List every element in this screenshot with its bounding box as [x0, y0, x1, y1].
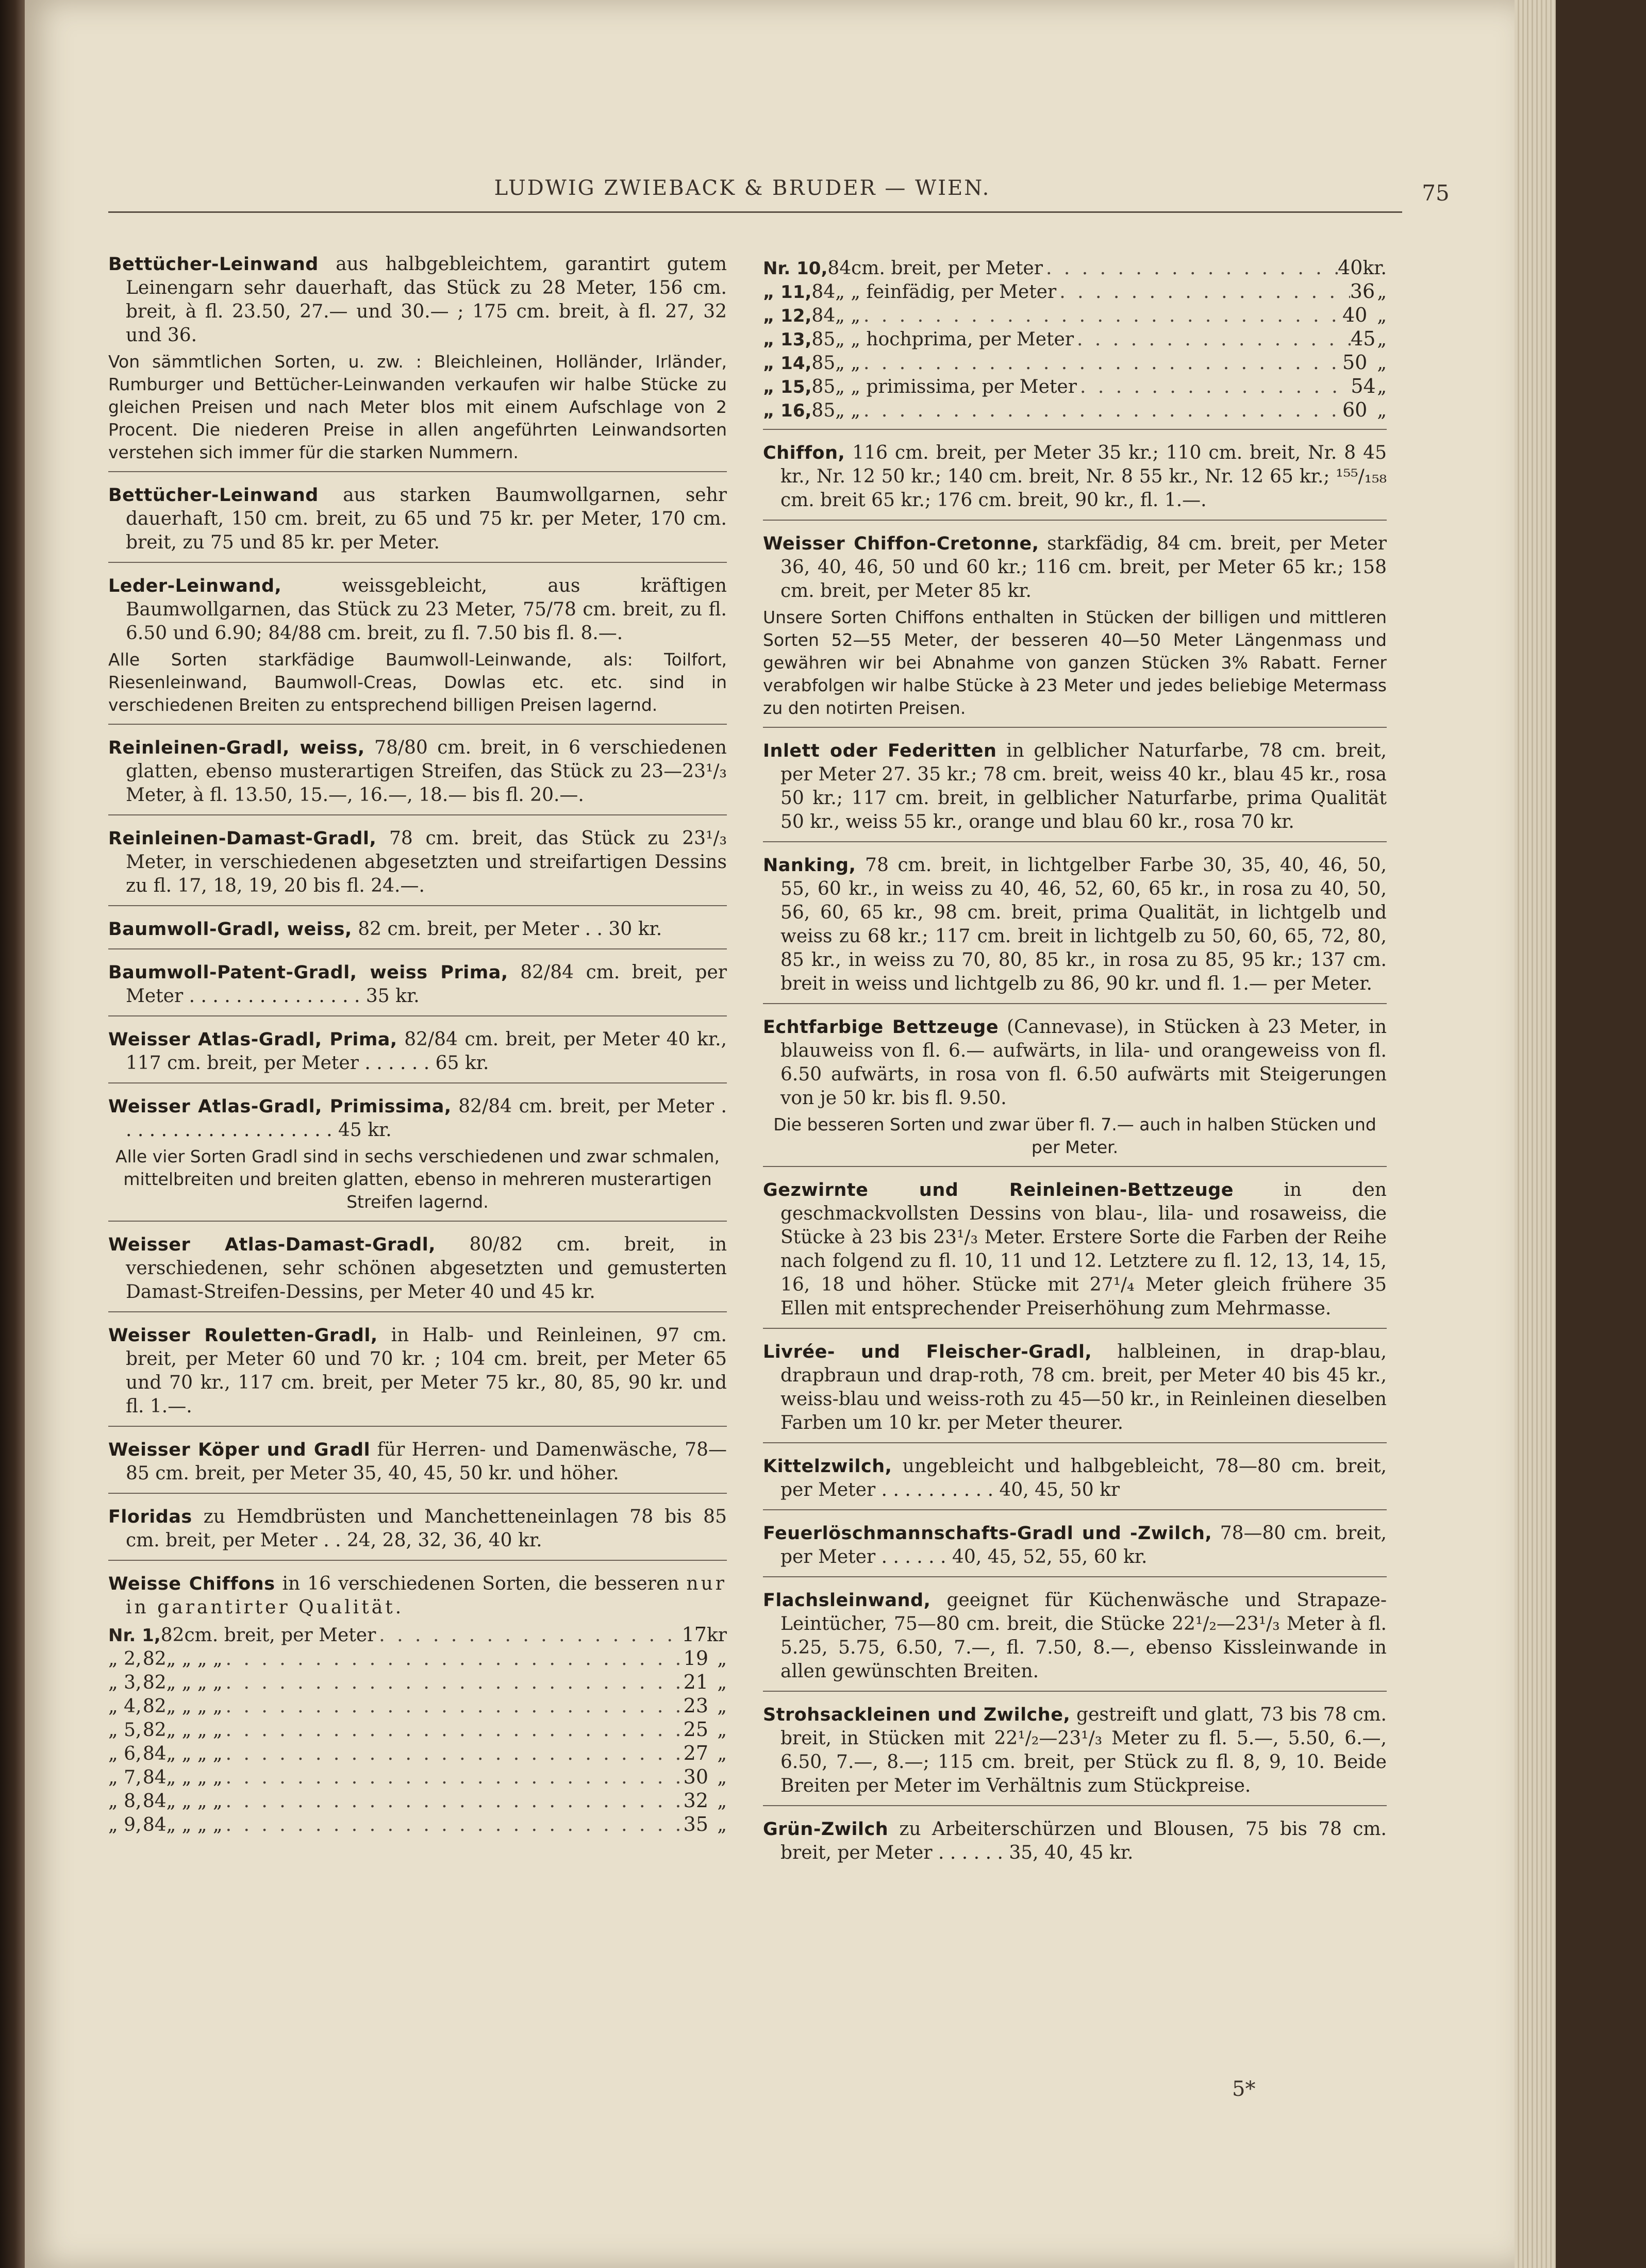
- entry-text: weissgebleicht, aus kräftigen Baumwollgarnen, das Stück zu 23 Meter, 75/78 cm. breit, zu fl. 6.50 und 6.90; 84/88 cm. breit, zu fl. 7.50 bis fl. 8.—.: [126, 575, 727, 644]
- header-rule: [108, 211, 1402, 213]
- price-row: [763, 279, 1387, 303]
- entry-text: 82/84 cm. breit, per Meter . . . . . . . . . . . . . . . 35 kr.: [126, 962, 727, 1007]
- entry-text: 82/84 cm. breit, per Meter 40 kr., 117 cm. breit, per Meter . . . . . . 65 kr.: [126, 1029, 727, 1074]
- price-unit: „: [717, 1696, 727, 1717]
- background: [1556, 0, 1646, 2268]
- price-desc: „ „ hochprima, per Meter: [835, 329, 1074, 350]
- price-value: 19: [683, 1647, 708, 1670]
- chiffon-price-list: [108, 1623, 727, 1836]
- price-value: 30: [683, 1765, 708, 1788]
- entry-chiffons-continued: [763, 247, 1387, 430]
- entry-reinleinen-damast-gradl: [108, 822, 727, 906]
- price-unit: „: [717, 1791, 727, 1812]
- price-value: 60: [1342, 398, 1368, 421]
- price-value: 21: [683, 1671, 708, 1693]
- price-width: 85: [811, 376, 836, 397]
- chiffon-price-list: [763, 256, 1387, 422]
- price-unit: „: [717, 1648, 727, 1670]
- leader-dots: [1080, 375, 1351, 399]
- price-row: [763, 398, 1387, 422]
- price-unit: kr: [706, 1625, 727, 1646]
- price-nr: „ 15,: [763, 377, 812, 397]
- entry-text: ungebleicht und halbgebleicht, 78—80 cm. breit, per Meter . . . . . . . . . . 40, 45, 50 kr: [780, 1456, 1387, 1500]
- price-unit: „: [717, 1743, 727, 1764]
- entry-reinleinen-gradl: [108, 731, 727, 815]
- leader-dots: [226, 1671, 684, 1695]
- price-row: [108, 1670, 727, 1694]
- leader-dots: [226, 1695, 684, 1719]
- price-nr: „ 8,: [108, 1791, 142, 1812]
- price-width: 84: [811, 281, 836, 303]
- entry-title: Livrée- und Fleischer-Gradl,: [763, 1342, 1092, 1362]
- entry-bettuecher-leinwand-1: [108, 247, 727, 472]
- entry-text: aus starken Baumwollgarnen, sehr dauerhaft, 150 cm. breit, zu 65 und 75 kr. per Meter, 170 cm. breit, zu 75 und 85 kr. per Meter.: [126, 485, 727, 553]
- price-value: 17: [681, 1623, 707, 1646]
- price-nr: „ 6,: [108, 1743, 142, 1764]
- entry-title: Weisser Atlas-Damast-Gradl,: [108, 1235, 436, 1255]
- entry-text: gestreift und glatt, 73 bis 78 cm. breit, in Stücken mit 22¹/₂—23¹/₃ Meter zu fl. 5.—, 5.50, 6.—, 6.50, 7.—, 8.—; 115 cm. breit, per Stück zu fl. 8, 9, 10. Beide Breiten per Meter im Verhältnis zum Stückpreise.: [780, 1704, 1387, 1796]
- price-row: [763, 374, 1387, 398]
- price-desc: „ „ „ „: [166, 1767, 223, 1788]
- running-header: [77, 170, 1450, 216]
- price-unit: „: [1377, 329, 1387, 350]
- entry-title: Weisser Atlas-Gradl, Primissima,: [108, 1096, 452, 1117]
- price-unit: „: [1377, 400, 1387, 421]
- price-row: [108, 1717, 727, 1741]
- entry-title: Kittelzwilch,: [763, 1456, 892, 1477]
- entry-title: Nanking,: [763, 855, 856, 876]
- price-width: 84: [142, 1791, 167, 1812]
- price-row: [763, 256, 1387, 279]
- entry-note: Alle Sorten starkfädige Baumwoll-Leinwande, als: Toilfort, Riesenleinwand, Baumwoll-Creas, Dowlas etc. etc. sind in verschiedenen Breiten zu entsprechend billigen Preisen lagernd.: [108, 649, 727, 715]
- price-value: 23: [683, 1694, 708, 1717]
- price-value: 54: [1351, 375, 1376, 397]
- entry-text: zu Arbeiterschürzen und Blousen, 75 bis 78 cm. breit, per Meter . . . . . . 35, 40, 45 kr.: [780, 1819, 1387, 1863]
- price-desc: „ „ „ „: [166, 1791, 223, 1812]
- leader-dots: [379, 1624, 681, 1647]
- entry-kittelzwilch: [763, 1449, 1387, 1510]
- entry-title: Weisser Rouletten-Gradl,: [108, 1325, 378, 1346]
- price-row: [108, 1741, 727, 1765]
- leader-dots: [226, 1766, 684, 1790]
- entry-title: Inlett oder Federitten: [763, 741, 997, 761]
- entry-text: zu Hemdbrüsten und Manchetteneinlagen 78 bis 85 cm. breit, per Meter . . 24, 28, 32, 36, 40 kr.: [126, 1506, 727, 1551]
- entry-text: starkfädig, 84 cm. breit, per Meter 36, 40, 46, 50 und 60 kr.; 116 cm. breit, per Meter 65 kr.; 158 cm. breit, per Meter 85 kr.: [780, 533, 1387, 602]
- price-width: 84: [811, 305, 836, 326]
- price-desc: „ „ primissima, per Meter: [835, 376, 1077, 397]
- price-unit: „: [717, 1720, 727, 1741]
- book-spine: [0, 0, 25, 2268]
- entry-baumwoll-gradl: [108, 912, 727, 949]
- price-unit: „: [1377, 281, 1387, 303]
- price-desc: „ „: [835, 400, 860, 421]
- entry-title: Feuerlöschmannschafts-Gradl und -Zwilch,: [763, 1523, 1212, 1544]
- price-nr: „ 5,: [108, 1720, 142, 1741]
- entry-flachsleinwand: [763, 1583, 1387, 1692]
- price-value: 45: [1351, 327, 1376, 350]
- entry-text: in Halb- und Reinleinen, 97 cm. breit, per Meter 60 und 70 kr. ; 104 cm. breit, per Meter 65 und 70 kr., 117 cm. breit, per Meter 75 kr., 80, 85, 90 kr. und fl. 1.—.: [126, 1325, 727, 1417]
- price-row: [108, 1789, 727, 1812]
- entry-text: geeignet für Küchenwäsche und Strapaze-Leintücher, 75—80 cm. breit, die Stücke 22¹/₂—23¹/₃ Meter à fl. 5.25, 5.75, 6.50, 7.—, fl. 7.50, 8.—, ebenso Kissleinwande in allen gewünschten Breiten.: [780, 1590, 1387, 1682]
- entry-title: Weisser Chiffon-Cretonne,: [763, 533, 1039, 554]
- entry-title: Weisse Chiffons: [108, 1574, 275, 1594]
- entry-text: in den geschmackvollsten Dessins von blau-, lila- und rosaweiss, die Stücke à 23 bis 23¹/₃ Meter. Erstere Sorte die Farben der Reihe nach folgend zu fl. 10, 11 und 12. Letztere zu fl. 12, 13, 14, 15, 16, 18 und höher. Stücke mit 27¹/₄ Meter gleich frühere 35 Ellen mit entsprechender Preiserhöhung zum Mehrmasse.: [780, 1179, 1387, 1319]
- entry-inlett: [763, 734, 1387, 842]
- entry-title: Echtfarbige Bettzeuge: [763, 1017, 999, 1038]
- price-width: 84: [142, 1743, 167, 1764]
- entry-title: Flachsleinwand,: [763, 1590, 931, 1611]
- right-column: [763, 247, 1387, 2124]
- entry-title: Weisser Köper und Gradl: [108, 1440, 371, 1460]
- leader-dots: [1046, 257, 1338, 280]
- entry-strohsackleinen: [763, 1698, 1387, 1806]
- entry-title: Grün-Zwilch: [763, 1819, 889, 1840]
- price-value: 36: [1350, 280, 1375, 303]
- entry-title: Floridas: [108, 1507, 192, 1527]
- entry-title: Weisser Atlas-Gradl, Prima,: [108, 1029, 397, 1050]
- entry-title: Strohsackleinen und Zwilche,: [763, 1705, 1071, 1725]
- price-value: 35: [683, 1813, 708, 1836]
- entry-floridas: [108, 1500, 727, 1561]
- entry-leder-leinwand: [108, 569, 727, 725]
- price-width: 82: [142, 1648, 167, 1670]
- price-width: 82: [142, 1696, 167, 1717]
- leader-dots: [1059, 280, 1350, 304]
- leader-dots: [226, 1647, 684, 1671]
- header-title: LUDWIG ZWIEBACK & BRUDER — WIEN.: [494, 176, 991, 200]
- entry-rouletten-gradl: [108, 1319, 727, 1427]
- entry-title: Baumwoll-Patent-Gradl, weiss Prima,: [108, 962, 508, 983]
- price-desc: „ „ „ „: [166, 1814, 223, 1836]
- price-width: 85: [811, 329, 836, 350]
- price-nr: „ 7,: [108, 1767, 142, 1788]
- entry-text: in gelblicher Naturfarbe, 78 cm. breit, per Meter 27. 35 kr.; 78 cm. breit, weiss 40 kr., blau 45 kr., rosa 50 kr.; 117 cm. breit, in gelblicher Naturfarbe, prima Qualität 50 kr., weiss 55 kr., orange und blau 60 kr., rosa 70 kr.: [780, 740, 1387, 832]
- price-desc: „ „ „ „: [166, 1720, 223, 1741]
- entry-title: Bettücher-Leinwand: [108, 254, 319, 275]
- price-row: [108, 1623, 727, 1646]
- entry-text: 78/80 cm. breit, in 6 verschiedenen glatten, ebenso musterartigen Streifen, das Stück zu 23—23¹/₃ Meter, à fl. 13.50, 15.—, 16.—, 18.— bis fl. 20.—.: [126, 737, 727, 806]
- price-nr: „ 9,: [108, 1814, 142, 1836]
- price-width: 82: [160, 1625, 185, 1646]
- price-nr: Nr. 10,: [763, 258, 828, 279]
- entry-chiffon: [763, 436, 1387, 521]
- entry-title: Bettücher-Leinwand: [108, 485, 319, 506]
- signature-mark: 5*: [1232, 2077, 1256, 2101]
- entry-title: Reinleinen-Damast-Gradl,: [108, 828, 377, 849]
- price-unit: kr.: [1362, 258, 1387, 279]
- price-row: [108, 1812, 727, 1836]
- leader-dots: [226, 1719, 684, 1742]
- entry-note: Alle vier Sorten Gradl sind in sechs verschiedenen und zwar schmalen, mittelbreiten und breiten glatten, ebenso in mehreren musterartigen Streifen lagernd.: [115, 1146, 720, 1212]
- price-row: [763, 303, 1387, 327]
- price-value: 25: [683, 1718, 708, 1741]
- entry-text: halbleinen, in drap-blau, drapbraun und drap-roth, 78 cm. breit, per Meter 40 bis 45 kr., weiss-blau und weiss-roth zu 45—50 kr., in Reinleinen dieselben Farben um 10 kr. per Meter theurer.: [780, 1341, 1387, 1433]
- price-value: 40: [1338, 256, 1363, 279]
- entry-atlas-gradl-primissima: [108, 1090, 727, 1222]
- entry-atlas-damast-gradl: [108, 1228, 727, 1312]
- entry-nanking: [763, 848, 1387, 1004]
- entry-koeper-gradl: [108, 1433, 727, 1494]
- price-nr: „ 3,: [108, 1672, 142, 1693]
- entry-text: 116 cm. breit, per Meter 35 kr.; 110 cm. breit, Nr. 8 45 kr., Nr. 12 50 kr.; 140 cm. breit, Nr. 8 55 kr., Nr. 12 65 kr.; ¹⁵⁵/₁₅₈ cm. breit 65 kr.; 176 cm. breit, 90 kr., fl. 1.—.: [780, 442, 1387, 511]
- entry-gezwirnte-bettzeuge: [763, 1173, 1387, 1329]
- price-width: 84: [827, 258, 852, 279]
- entry-title: Gezwirnte und Reinleinen-Bettzeuge: [763, 1180, 1234, 1200]
- entry-note: Unsere Sorten Chiffons enthalten in Stücken der billigen und mittleren Sorten 52—55 Meter, der besseren 40—50 Meter Längenmass und gewähren wir bei Abnahme von ganzen Stücken 3% Rabatt. Ferner verabfolgen wir halbe Stücke à 23 Meter und jedes beliebige Metermass zu den notirten Preisen.: [763, 607, 1387, 718]
- entry-text-spaced: nur in garantirter Qualität.: [126, 1573, 727, 1618]
- price-desc: cm. breit, per Meter: [851, 258, 1043, 279]
- leader-dots: [863, 399, 1342, 423]
- left-column: [108, 247, 727, 2124]
- price-row: [108, 1765, 727, 1789]
- price-width: 85: [811, 400, 836, 421]
- entry-atlas-gradl-prima: [108, 1023, 727, 1083]
- leader-dots: [226, 1813, 684, 1837]
- price-width: 84: [142, 1814, 167, 1836]
- price-row: [108, 1646, 727, 1670]
- entry-title: Chiffon,: [763, 443, 845, 463]
- price-desc: „ „ feinfädig, per Meter: [835, 281, 1057, 303]
- page-edges: [1515, 0, 1556, 2268]
- price-value: 40: [1342, 304, 1368, 326]
- entry-note: Die besseren Sorten und zwar über fl. 7.— auch in halben Stücken und per Meter.: [773, 1114, 1376, 1157]
- entry-livree-gradl: [763, 1335, 1387, 1443]
- price-nr: „ 14,: [763, 353, 812, 374]
- entry-echtfarbige-bettzeuge: [763, 1010, 1387, 1167]
- price-nr: „ 4,: [108, 1696, 142, 1717]
- price-nr: „ 16,: [763, 401, 812, 421]
- entry-text: 82 cm. breit, per Meter . . 30 kr.: [358, 919, 662, 940]
- leader-dots: [226, 1790, 684, 1813]
- price-row: [108, 1694, 727, 1717]
- entry-text: 78 cm. breit, das Stück zu 23¹/₃ Meter, in verschiedenen abgesetzten und streifartigen Dessins zu fl. 17, 18, 19, 20 bis fl. 24.—.: [126, 828, 727, 896]
- price-desc: cm. breit, per Meter: [184, 1625, 376, 1646]
- leader-dots: [863, 304, 1342, 328]
- entry-text: in 16 verschiedenen Sorten, die besseren: [282, 1573, 679, 1594]
- entry-title: Baumwoll-Gradl, weiss,: [108, 919, 352, 940]
- price-unit: „: [717, 1814, 727, 1836]
- price-unit: „: [1377, 376, 1387, 397]
- entry-text: 82/84 cm. breit, per Meter . . . . . . . . . . . . . . . . . . . 45 kr.: [126, 1096, 727, 1141]
- entry-note: Von sämmtlichen Sorten, u. zw. : Bleichleinen, Holländer, Irländer, Rumburger und Bettücher-Leinwanden verkaufen wir halbe Stücke zu gleichen Preisen und nach Meter blos mit einem Aufschlage von 2 Procent. Die niederen Preise in allen angeführten Leinwandsorten verstehen sich immer für die starken Nummern.: [108, 352, 727, 462]
- price-unit: „: [1377, 353, 1387, 374]
- entry-text: 78 cm. breit, in lichtgelber Farbe 30, 35, 40, 46, 50, 55, 60 kr., in weiss zu 40, 46, 52, 60, 65 kr., in rosa zu 40, 50, 56, 60, 65 kr., 98 cm. breit, prima Qualität, in lichtgelb und weiss zu 68 kr.; 117 cm. breit in lichtgelb zu 50, 60, 65, 72, 80, 85 kr., in weiss zu 70, 80, 85 kr., in rosa zu 85, 95 kr.; 137 cm. breit in weiss und lichtgelb zu 86, 90 kr. und fl. 1.— per Meter.: [780, 855, 1387, 994]
- leader-dots: [1077, 328, 1351, 352]
- entry-text: aus halbgebleichtem, garantirt gutem Leinengarn sehr dauerhaft, das Stück zu 28 Meter, 156 cm. breit, à fl. 23.50, 27.— und 30.— ; 175 cm. breit, à fl. 27, 32 und 36.: [126, 254, 727, 346]
- price-row: [763, 327, 1387, 351]
- price-nr: „ 2,: [108, 1648, 142, 1670]
- price-nr: Nr. 1,: [108, 1625, 161, 1646]
- price-unit: „: [717, 1767, 727, 1788]
- price-value: 27: [683, 1742, 708, 1764]
- price-width: 85: [811, 353, 836, 374]
- entry-text: 80/82 cm. breit, in verschiedenen, sehr schönen abgesetzten und gemusterten Damast-Streifen-Dessins, per Meter 40 und 45 kr.: [126, 1234, 727, 1303]
- price-value: 50: [1342, 351, 1368, 374]
- price-nr: „ 13,: [763, 329, 812, 350]
- price-width: 84: [142, 1767, 167, 1788]
- page-number: 75: [1422, 180, 1450, 206]
- entry-title: Reinleinen-Gradl, weiss,: [108, 738, 365, 758]
- entry-text: für Herren- und Damenwäsche, 78—85 cm. breit, per Meter 35, 40, 45, 50 kr. und höher.: [126, 1439, 727, 1484]
- price-desc: „ „: [835, 305, 860, 326]
- entry-chiffon-cretonne: [763, 527, 1387, 728]
- price-desc: „ „ „ „: [166, 1672, 223, 1693]
- entry-feuerloesch-gradl: [763, 1516, 1387, 1577]
- price-desc: „ „ „ „: [166, 1743, 223, 1764]
- price-desc: „ „: [835, 353, 860, 374]
- entry-weisse-chiffons: [108, 1567, 727, 1843]
- price-width: 82: [142, 1672, 167, 1693]
- leader-dots: [226, 1742, 684, 1766]
- leader-dots: [863, 352, 1342, 375]
- entry-baumwoll-patent-gradl: [108, 956, 727, 1016]
- price-row: [763, 351, 1387, 374]
- price-unit: „: [717, 1672, 727, 1693]
- entry-title: Leder-Leinwand,: [108, 576, 282, 596]
- price-nr: „ 11,: [763, 282, 812, 303]
- price-desc: „ „ „ „: [166, 1696, 223, 1717]
- entry-bettuecher-leinwand-2: [108, 478, 727, 563]
- entry-text: 78—80 cm. breit, per Meter . . . . . . 40, 45, 52, 55, 60 kr.: [780, 1523, 1387, 1567]
- price-unit: „: [1377, 305, 1387, 326]
- price-value: 32: [683, 1789, 708, 1812]
- entry-text: (Cannevase), in Stücken à 23 Meter, in blauweiss von fl. 6.— aufwärts, in lila- und orangeweiss von fl. 6.50 aufwärts, in rosa von fl. 6.50 aufwärts mit Steigerungen von je 50 kr. bis fl. 9.50.: [780, 1016, 1387, 1109]
- price-width: 82: [142, 1720, 167, 1741]
- price-nr: „ 12,: [763, 306, 812, 326]
- entry-gruen-zwilch: [763, 1812, 1387, 1872]
- price-desc: „ „ „ „: [166, 1648, 223, 1670]
